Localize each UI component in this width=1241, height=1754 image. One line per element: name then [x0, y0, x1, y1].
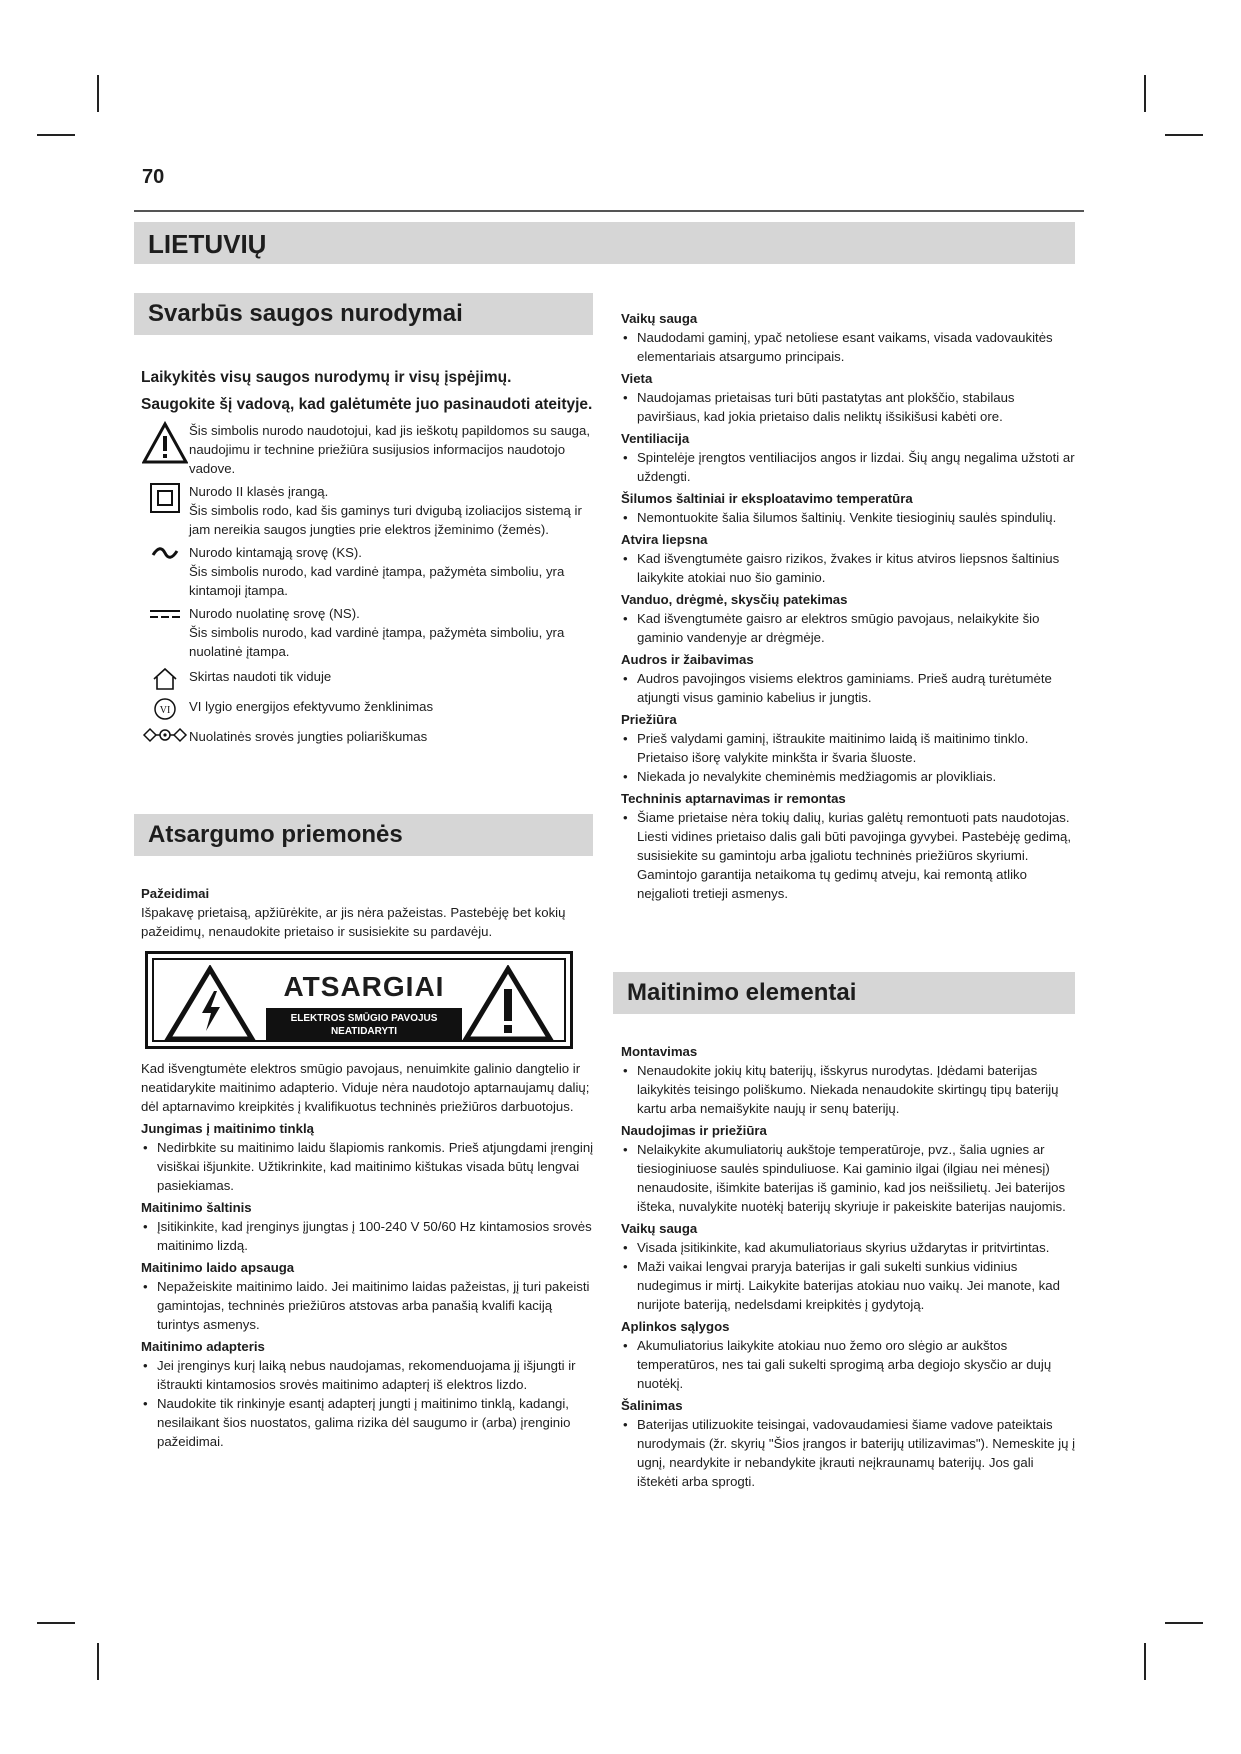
- block-heading: Vaikų sauga: [621, 1221, 698, 1236]
- symbol-text: Šis simbolis nurodo, kad vardinė įtampa, pažymėta simboliu, yra nuolatinė įtampa.: [189, 625, 565, 659]
- block-heading: Aplinkos sąlygos: [621, 1319, 730, 1334]
- block-heading: Vaikų sauga: [621, 311, 698, 326]
- symbol-text: VI lygio energijos efektyvumo ženklinimas: [189, 699, 434, 714]
- crop-mark: [37, 1622, 75, 1624]
- ac-icon: [141, 543, 189, 563]
- block-heading: Techninis aptarnavimas ir remontas: [621, 791, 846, 806]
- precautions-section-title: Atsargumo priemonės: [148, 821, 403, 848]
- lightning-warning-icon: [164, 965, 256, 1043]
- symbol-text: Nurodo II klasės įrangą.: [189, 484, 329, 499]
- block-heading: Šilumos šaltiniai ir eksploatavimo temperatūra: [621, 491, 913, 506]
- safety-intro-column: [141, 365, 596, 750]
- list-item: • Maži vaikai lengvai praryja baterijas ir gali sukelti sunkius vidinius nudegimus ir mirtį. Laikykite baterijas atokiau nuo vaikų. Jei manote, kad nurijote bateriją, nedelsdami kreipkitės į gydytoją.: [621, 1257, 1076, 1314]
- damage-text: Išpakavę prietaisą, apžiūrėkite, ar jis nėra pažeistas. Pastebėję bet kokių pažeidimų, nenaudokite prietaiso ir susisiekite su pardavėju.: [141, 905, 566, 939]
- caution-line: NEATIDARYTI: [330, 1026, 398, 1037]
- symbol-row: [141, 482, 596, 539]
- precautions-section-header: [134, 814, 593, 856]
- symbol-text: Nurodo nuolatinę srovę (NS).: [189, 606, 360, 621]
- header-rule: [134, 210, 1084, 212]
- list-item: • Akumuliatorius laikykite atokiau nuo žemo oro slėgio ar aukštos temperatūros, nes tai gali sukelti sprogimą arba degiojo skysčio ar dujų nuotėkį.: [621, 1336, 1076, 1393]
- precautions-column: [141, 881, 596, 1451]
- list-item: • Kad išvengtumėte gaisro rizikos, žvakes ir kitus atviros liepsnos šaltinius laikykite atokiai nuo šio gaminio.: [621, 549, 1076, 587]
- symbol-text: Šis simbolis rodo, kad šis gaminys turi dvigubą izoliacijos sistemą ir jam nereikia saugos jungties prie elektros įžeminimo (žemės).: [189, 503, 582, 537]
- crop-mark: [97, 1643, 99, 1680]
- list-item: • Nepažeiskite maitinimo laido. Jei maitinimo laidas pažeistas, jį turi pakeisti gamintojas, techninės priežiūros atstovas arba panašią kvalifi kaciją turintys asmenys.: [141, 1277, 596, 1334]
- list-item: • Jei įrenginys kurį laiką nebus naudojamas, rekomenduojama jį išjungti ir ištraukti kintamosios srovės maitinimo adapterį iš elektros lizdo.: [141, 1356, 596, 1394]
- list-item: • Niekada jo nevalykite cheminėmis medžiagomis ar plovikliais.: [621, 767, 1076, 786]
- batteries-section-header: [613, 972, 1075, 1014]
- symbol-text: Nuolatinės srovės jungties poliariškumas: [189, 729, 428, 744]
- list-item: • Visada įsitikinkite, kad akumuliatoriaus skyrius uždarytas ir pritvirtintas.: [621, 1238, 1076, 1257]
- block-heading: Priežiūra: [621, 712, 677, 727]
- batteries-column: [621, 1039, 1076, 1491]
- symbol-row: [141, 697, 596, 721]
- block-heading: Vanduo, drėgmė, skysčių patekimas: [621, 592, 848, 607]
- crop-mark: [1165, 134, 1203, 136]
- list-item: • Kad išvengtumėte gaisro ar elektros smūgio pavojaus, nelaikykite šio gaminio vandenyje ar drėgmėje.: [621, 609, 1076, 647]
- list-item: • Šiame prietaise nėra tokių dalių, kurias galėtų remontuoti pats naudotojas. Liesti vidines prietaiso dalis gali būti pavojinga gyvybei. Pastebėję gedimą, susisiekite su gamintoju arba įgaliotu techninės priežiūros skyriumi. Gamintojo garantija netaikoma tų gedimų atveju, kai remontą atliko neįgalioti tretieji asmenys.: [621, 808, 1076, 903]
- list-item: • Prieš valydami gaminį, ištraukite maitinimo laidą iš maitinimo tinklo. Prietaiso išorę valykite minkšta ir švaria šluoste.: [621, 729, 1076, 767]
- symbol-text: Nurodo kintamąją srovę (KS).: [189, 545, 362, 560]
- crop-mark: [37, 134, 75, 136]
- list-item: • Nelaikykite akumuliatorių aukštoje temperatūroje, pvz., šalia ugnies ar tiesioginiuose saulės spinduliuose. Kai gaminio ilgai (ilgiau nei mėnesį) nenaudosite, išimkite baterijas iš gaminio, kad jos neišsilietų. Jei baterijos išteka, nuvalykite nuotėkį baterijų skyriuje ir pakeiskite baterijas naujomis.: [621, 1140, 1076, 1216]
- block-heading: Vieta: [621, 371, 653, 386]
- block-heading: Audros ir žaibavimas: [621, 652, 754, 667]
- block-heading: Šalinimas: [621, 1398, 683, 1413]
- indoor-house-icon: [141, 667, 189, 691]
- safety-section-header: [134, 293, 593, 335]
- block-heading: Maitinimo laido apsauga: [141, 1260, 295, 1275]
- class-ii-icon: [141, 482, 189, 514]
- crop-mark: [1144, 1643, 1146, 1680]
- caution-title: ATSARGIAI: [283, 971, 445, 1002]
- symbol-row: [141, 543, 596, 600]
- list-item: • Naudodami gaminį, ypač netoliese esant vaikams, visada vadovaukitės elementariais atsargumo principais.: [621, 328, 1076, 366]
- batteries-section-title: Maitinimo elementai: [627, 979, 857, 1006]
- svg-text:VI: VI: [159, 705, 171, 716]
- exclamation-warning-icon: [462, 965, 554, 1043]
- list-item: • Audros pavojingos visiems elektros gaminiams. Prieš audrą turėtumėte atjungti visus gaminio kabelius ir jungtis.: [621, 669, 1076, 707]
- block-heading: Naudojimas ir priežiūra: [621, 1123, 767, 1138]
- list-item: • Baterijas utilizuokite teisingai, vadovaudamiesi šiame vadove pateiktais nurodymais (žr. skyrių "Šios įrangos ir baterijų utilizavimas"). Nemeskite jų į ugnį, neardykite ir nebandykite įkrauti neįkraunamų baterijų. Jos gali ištekėti arba sprogti.: [621, 1415, 1076, 1491]
- page-number: 70: [142, 166, 165, 188]
- language-title: LIETUVIŲ: [148, 229, 267, 259]
- block-heading: Atvira liepsna: [621, 532, 708, 547]
- crop-mark: [97, 75, 99, 112]
- list-item: • Naudokite tik rinkinyje esantį adapterį jungti į maitinimo tinklą, kadangi, nesilaikant šios nuostatos, galima rizika dėl saugumo ir (arba) įrenginio pažeidimai.: [141, 1394, 596, 1451]
- symbol-text: Skirtas naudoti tik viduje: [189, 669, 332, 684]
- list-item: • Nedirbkite su maitinimo laidu šlapiomis rankomis. Prieš atjungdami įrenginį visiškai išjunkite. Užtikrinkite, kad maitinimo kištukas visada būtų lengvai pasiekiamas.: [141, 1138, 596, 1195]
- block-heading: Maitinimo adapteris: [141, 1339, 265, 1354]
- symbol-text: Šis simbolis nurodo, kad vardinė įtampa, pažymėta simboliu, yra kintamoji įtampa.: [189, 564, 565, 598]
- intro-line: Saugokite šį vadovą, kad galėtumėte juo pasinaudoti ateityje.: [141, 396, 593, 413]
- list-item: • Įsitikinkite, kad įrenginys įjungtas į 100-240 V 50/60 Hz kintamosios srovės maitinimo lizdą.: [141, 1217, 596, 1255]
- list-item: • Nenaudokite jokių kitų baterijų, išskyrus nurodytas. Įdėdami baterijas laikykitės teisingo poliškumo. Niekada nenaudokite skirtingų tipų baterijų kartu arba nemaišykite naujų ir senų baterijų.: [621, 1061, 1076, 1118]
- caution-text: Kad išvengtumėte elektros smūgio pavojaus, nenuimkite galinio dangtelio ir neatidarykite maitinimo adapterio. Viduje nėra naudotojo aptarnaujamų dalių; dėl aptarnavimo kreipkitės į kvalifikuotus techninės priežiūros darbuotojus.: [141, 1061, 590, 1114]
- safety-right-column: [621, 309, 1076, 903]
- language-header: [134, 222, 1075, 264]
- block-heading: Jungimas į maitinimo tinklą: [141, 1121, 314, 1136]
- vi-efficiency-icon: [141, 697, 189, 721]
- caution-label: [145, 951, 573, 1049]
- intro-line: Laikykitės visų saugos nurodymų ir visų įspėjimų.: [141, 369, 512, 386]
- list-item: • Spintelėje įrengtos ventiliacijos angos ir lizdai. Šių angų negalima užstoti ar uždengti.: [621, 448, 1076, 486]
- warning-triangle-icon: [141, 421, 189, 465]
- crop-mark: [1144, 75, 1146, 112]
- caution-subtitle-bar: [266, 1008, 462, 1042]
- block-heading: Montavimas: [621, 1044, 698, 1059]
- symbol-row: [141, 727, 596, 746]
- symbol-text: Šis simbolis nurodo naudotojui, kad jis ieškotų papildomos su sauga, naudojimu ir technine priežiūra susijusios informacijos naudotojo vadove.: [189, 423, 590, 476]
- dc-icon: [141, 604, 189, 624]
- safety-section-title: Svarbūs saugos nurodymai: [148, 300, 463, 327]
- crop-mark: [1165, 1622, 1203, 1624]
- polarity-icon: [141, 727, 189, 743]
- symbol-row: [141, 667, 596, 691]
- block-heading: Ventiliacija: [621, 431, 690, 446]
- caution-line: ELEKTROS SMŪGIO PAVOJUS: [290, 1013, 438, 1024]
- list-item: • Naudojamas prietaisas turi būti pastatytas ant plokščio, stabilaus paviršiaus, kad jokia prietaiso dalis neliktų išsikišusi kabėti ore.: [621, 388, 1076, 426]
- symbol-row: [141, 421, 596, 478]
- list-item: • Nemontuokite šalia šilumos šaltinių. Venkite tiesioginių saulės spindulių.: [621, 508, 1076, 527]
- symbol-row: [141, 604, 596, 661]
- block-heading: Maitinimo šaltinis: [141, 1200, 252, 1215]
- damage-heading: Pažeidimai: [141, 886, 210, 901]
